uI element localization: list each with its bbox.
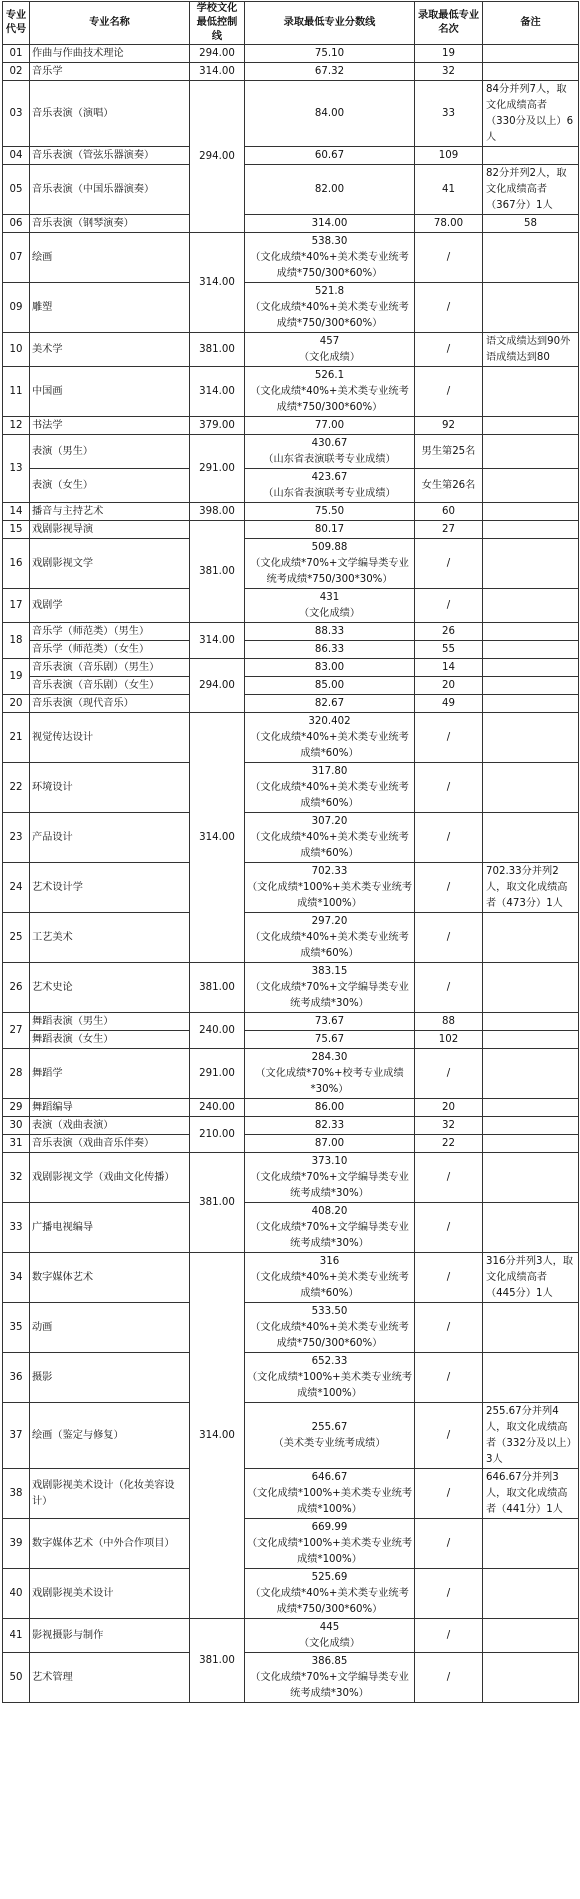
row-name: 数字媒体艺术（中外合作项目） xyxy=(30,1519,190,1569)
row-name: 音乐表演（演唱） xyxy=(30,81,190,147)
table-row xyxy=(3,1253,579,1303)
row-code: 38 xyxy=(3,1469,30,1519)
row-control-line: 314.00 xyxy=(190,623,245,659)
row-name: 音乐表演（现代音乐） xyxy=(30,695,190,713)
row-control-line: 210.00 xyxy=(190,1117,245,1153)
row-score: 646.67 （文化成绩*100%+美术类专业统考成绩*100%） xyxy=(245,1469,415,1519)
table-row xyxy=(3,81,579,147)
row-rank: 男生第25名 xyxy=(415,435,483,469)
header-min-rank: 录取最低专业名次 xyxy=(415,2,483,45)
row-score: 423.67 （山东省表演联考专业成绩） xyxy=(245,469,415,503)
row-rank: / xyxy=(415,913,483,963)
row-code: 26 xyxy=(3,963,30,1013)
row-rank: 41 xyxy=(415,165,483,215)
row-rank: / xyxy=(415,1253,483,1303)
row-remark: 255.67分并列4人，取文化成绩高者（332分及以上）3人 xyxy=(483,1403,579,1469)
row-code: 13 xyxy=(3,435,30,503)
row-rank: 58 xyxy=(483,215,579,233)
row-rank: 19 xyxy=(415,45,483,63)
table-row xyxy=(3,863,579,913)
row-control-line: 240.00 xyxy=(190,1013,245,1049)
row-rank: / xyxy=(415,1153,483,1203)
row-name: 表演（女生） xyxy=(30,469,190,503)
row-control-line: 381.00 xyxy=(190,333,245,367)
row-code: 15 xyxy=(3,521,30,539)
row-score: 82.00 xyxy=(245,165,415,215)
row-code: 14 xyxy=(3,503,30,521)
table-row xyxy=(3,521,579,539)
row-score: 702.33 （文化成绩*100%+美术类专业统考成绩*100%） xyxy=(245,863,415,913)
row-score: 669.99 （文化成绩*100%+美术类专业统考成绩*100%） xyxy=(245,1519,415,1569)
row-remark xyxy=(483,1099,579,1117)
row-remark xyxy=(483,695,579,713)
row-code: 34 xyxy=(3,1253,30,1303)
row-rank: 26 xyxy=(415,623,483,641)
row-remark xyxy=(483,283,579,333)
table-row xyxy=(3,1049,579,1099)
table-row xyxy=(3,1619,579,1653)
row-rank: 92 xyxy=(415,417,483,435)
header-code: 专业代号 xyxy=(3,2,30,45)
row-control-line: 240.00 xyxy=(190,1099,245,1117)
row-code: 36 xyxy=(3,1353,30,1403)
row-remark xyxy=(483,233,579,283)
table-row xyxy=(3,1153,579,1203)
row-score: 509.88 （文化成绩*70%+文学编导类专业统考成绩*750/300*30%） xyxy=(245,539,415,589)
row-rank: / xyxy=(415,763,483,813)
table-row xyxy=(3,63,579,81)
row-score: 533.50 （文化成绩*40%+美术类专业统考成绩*750/300*60%） xyxy=(245,1303,415,1353)
row-control-line: 291.00 xyxy=(190,435,245,503)
row-code: 41 xyxy=(3,1619,30,1653)
row-rank: 32 xyxy=(415,63,483,81)
row-name: 表演（男生） xyxy=(30,435,190,469)
row-score: 457 （文化成绩） xyxy=(245,333,415,367)
row-name: 动画 xyxy=(30,1303,190,1353)
row-code: 04 xyxy=(3,147,30,165)
row-name: 工艺美术 xyxy=(30,913,190,963)
row-name: 音乐表演（音乐剧）（女生） xyxy=(30,677,190,695)
row-rank: / xyxy=(415,589,483,623)
row-remark xyxy=(483,367,579,417)
row-rank: 14 xyxy=(415,659,483,677)
row-remark xyxy=(483,45,579,63)
row-remark xyxy=(483,713,579,763)
table-row xyxy=(3,469,579,503)
row-remark: 语文成绩达到90外语成绩达到80 xyxy=(483,333,579,367)
row-code: 25 xyxy=(3,913,30,963)
table-row xyxy=(3,1653,579,1703)
row-remark xyxy=(483,503,579,521)
table-row xyxy=(3,215,579,233)
row-remark xyxy=(483,1117,579,1135)
row-remark: 702.33分并列2人，取文化成绩高者（473分）1人 xyxy=(483,863,579,913)
row-remark xyxy=(483,641,579,659)
row-remark xyxy=(483,1049,579,1099)
header-control-line: 学校文化最低控制线 xyxy=(190,2,245,45)
table-row xyxy=(3,1117,579,1135)
row-score: 316 （文化成绩*40%+美术类专业统考成绩*60%） xyxy=(245,1253,415,1303)
row-score: 255.67 （美术类专业统考成绩） xyxy=(245,1403,415,1469)
row-code: 37 xyxy=(3,1403,30,1469)
row-score: 85.00 xyxy=(245,677,415,695)
table-row xyxy=(3,659,579,677)
row-remark xyxy=(483,469,579,503)
row-remark: 646.67分并列3人，取文化成绩高者（441分）1人 xyxy=(483,1469,579,1519)
row-control-line: 291.00 xyxy=(190,1049,245,1099)
row-name: 产品设计 xyxy=(30,813,190,863)
row-name: 美术学 xyxy=(30,333,190,367)
row-score: 297.20 （文化成绩*40%+美术类专业统考成绩*60%） xyxy=(245,913,415,963)
table-row xyxy=(3,435,579,469)
header-min-score: 录取最低专业分数线 xyxy=(245,2,415,45)
row-control-line: 381.00 xyxy=(190,963,245,1013)
row-code: 21 xyxy=(3,713,30,763)
row-rank: / xyxy=(415,539,483,589)
row-score: 538.30 （文化成绩*40%+美术类专业统考成绩*750/300*60%） xyxy=(245,233,415,283)
row-rank: 88 xyxy=(415,1013,483,1031)
table-row xyxy=(3,45,579,63)
row-rank: / xyxy=(415,863,483,913)
row-code: 19 xyxy=(3,659,30,695)
table-row xyxy=(3,1569,579,1619)
row-code: 01 xyxy=(3,45,30,63)
row-code: 07 xyxy=(3,233,30,283)
row-score: 445 （文化成绩） xyxy=(245,1619,415,1653)
table-row xyxy=(3,1469,579,1519)
row-score: 431 （文化成绩） xyxy=(245,589,415,623)
table-row xyxy=(3,1013,579,1031)
row-remark xyxy=(483,913,579,963)
row-score: 82.67 xyxy=(245,695,415,713)
table-row xyxy=(3,367,579,417)
row-name: 舞蹈表演（男生） xyxy=(30,1013,190,1031)
row-score: 373.10 （文化成绩*70%+文学编导类专业统考成绩*30%） xyxy=(245,1153,415,1203)
row-remark xyxy=(483,623,579,641)
row-rank: 102 xyxy=(415,1031,483,1049)
row-remark xyxy=(483,1619,579,1653)
row-rank: / xyxy=(415,367,483,417)
row-code: 05 xyxy=(3,165,30,215)
row-remark xyxy=(483,659,579,677)
row-name: 艺术史论 xyxy=(30,963,190,1013)
table-row xyxy=(3,1303,579,1353)
row-name: 戏剧学 xyxy=(30,589,190,623)
row-rank: / xyxy=(415,1403,483,1469)
row-name: 音乐表演（中国乐器演奏） xyxy=(30,165,190,215)
row-rank: / xyxy=(415,333,483,367)
row-name: 音乐学（师范类）（女生） xyxy=(30,641,190,659)
row-name: 播音与主持艺术 xyxy=(30,503,190,521)
row-code: 28 xyxy=(3,1049,30,1099)
row-remark xyxy=(483,1569,579,1619)
row-score: 521.8 （文化成绩*40%+美术类专业统考成绩*750/300*60%） xyxy=(245,283,415,333)
row-rank: 49 xyxy=(415,695,483,713)
row-remark: 84分并列7人，取文化成绩高者（330分及以上）6人 xyxy=(483,81,579,147)
table-row xyxy=(3,283,579,333)
table-row xyxy=(3,165,579,215)
row-rank: 109 xyxy=(415,147,483,165)
row-remark xyxy=(483,417,579,435)
row-name: 舞蹈表演（女生） xyxy=(30,1031,190,1049)
row-name: 视觉传达设计 xyxy=(30,713,190,763)
row-rank: / xyxy=(415,283,483,333)
row-code: 33 xyxy=(3,1203,30,1253)
row-name: 绘画（鉴定与修复） xyxy=(30,1403,190,1469)
row-control-line: 381.00 xyxy=(190,1619,245,1703)
table-row xyxy=(3,147,579,165)
row-code: 30 xyxy=(3,1117,30,1135)
row-rank: 22 xyxy=(415,1135,483,1153)
row-control-line: 379.00 xyxy=(190,417,245,435)
row-rank: / xyxy=(415,713,483,763)
row-name: 舞蹈编导 xyxy=(30,1099,190,1117)
row-score: 430.67 （山东省表演联考专业成绩） xyxy=(245,435,415,469)
row-score: 84.00 xyxy=(245,81,415,147)
row-name: 音乐表演（管弦乐器演奏） xyxy=(30,147,190,165)
row-rank: 55 xyxy=(415,641,483,659)
row-score: 525.69 （文化成绩*40%+美术类专业统考成绩*750/300*60%） xyxy=(245,1569,415,1619)
row-remark xyxy=(483,1013,579,1031)
row-code: 17 xyxy=(3,589,30,623)
row-rank: 60 xyxy=(415,503,483,521)
row-rank: 女生第26名 xyxy=(415,469,483,503)
row-rank: / xyxy=(415,1619,483,1653)
row-name: 音乐表演（音乐剧）（男生） xyxy=(30,659,190,677)
row-rank: / xyxy=(415,1469,483,1519)
row-score: 317.80 （文化成绩*40%+美术类专业统考成绩*60%） xyxy=(245,763,415,813)
table-row xyxy=(3,1031,579,1049)
row-score: 320.402 （文化成绩*40%+美术类专业统考成绩*60%） xyxy=(245,713,415,763)
row-name: 书法学 xyxy=(30,417,190,435)
table-row xyxy=(3,763,579,813)
row-score: 77.00 xyxy=(245,417,415,435)
row-score: 86.00 xyxy=(245,1099,415,1117)
table-row xyxy=(3,1519,579,1569)
row-rank: 33 xyxy=(415,81,483,147)
header-remark: 备注 xyxy=(483,2,579,45)
row-remark xyxy=(483,521,579,539)
row-code: 29 xyxy=(3,1099,30,1117)
row-remark xyxy=(483,1153,579,1203)
row-remark xyxy=(483,813,579,863)
row-code: 10 xyxy=(3,333,30,367)
row-code: 50 xyxy=(3,1653,30,1703)
row-score: 86.33 xyxy=(245,641,415,659)
row-code: 23 xyxy=(3,813,30,863)
row-code: 11 xyxy=(3,367,30,417)
row-score: 408.20 （文化成绩*70%+文学编导类专业统考成绩*30%） xyxy=(245,1203,415,1253)
row-rank: / xyxy=(415,963,483,1013)
row-name: 影视摄影与制作 xyxy=(30,1619,190,1653)
row-score: 73.67 xyxy=(245,1013,415,1031)
row-score: 82.33 xyxy=(245,1117,415,1135)
row-code: 35 xyxy=(3,1303,30,1353)
row-control-line: 314.00 xyxy=(190,63,245,81)
row-code: 22 xyxy=(3,763,30,813)
row-code: 18 xyxy=(3,623,30,659)
row-rank: / xyxy=(415,813,483,863)
row-score: 88.33 xyxy=(245,623,415,641)
table-row xyxy=(3,623,579,641)
row-name: 环境设计 xyxy=(30,763,190,813)
row-remark xyxy=(483,1203,579,1253)
table-row xyxy=(3,503,579,521)
row-name: 绘画 xyxy=(30,233,190,283)
row-code: 31 xyxy=(3,1135,30,1153)
row-rank: / xyxy=(415,1303,483,1353)
row-remark xyxy=(483,763,579,813)
table-row xyxy=(3,333,579,367)
row-name: 舞蹈学 xyxy=(30,1049,190,1099)
row-rank: / xyxy=(415,1653,483,1703)
row-code: 12 xyxy=(3,417,30,435)
row-remark xyxy=(483,435,579,469)
row-code: 40 xyxy=(3,1569,30,1619)
header-name: 专业名称 xyxy=(30,2,190,45)
row-control-line: 294.00 xyxy=(190,659,245,713)
row-control-line: 294.00 xyxy=(190,81,245,233)
row-score: 75.50 xyxy=(245,503,415,521)
row-score: 386.85 （文化成绩*70%+文学编导类专业统考成绩*30%） xyxy=(245,1653,415,1703)
table-row xyxy=(3,913,579,963)
row-code: 32 xyxy=(3,1153,30,1203)
row-remark xyxy=(483,589,579,623)
row-remark xyxy=(483,963,579,1013)
row-code: 20 xyxy=(3,695,30,713)
table-row xyxy=(3,233,579,283)
row-name: 艺术管理 xyxy=(30,1653,190,1703)
table-row xyxy=(3,813,579,863)
row-score: 60.67 xyxy=(245,147,415,165)
row-remark xyxy=(483,1031,579,1049)
row-rank: 27 xyxy=(415,521,483,539)
row-score: 67.32 xyxy=(245,63,415,81)
row-score: 652.33 （文化成绩*100%+美术类专业统考成绩*100%） xyxy=(245,1353,415,1403)
table-row xyxy=(3,1403,579,1469)
row-name: 戏剧影视文学 xyxy=(30,539,190,589)
row-control-line: 314.00 xyxy=(190,367,245,417)
table-row xyxy=(3,1203,579,1253)
row-name: 广播电视编导 xyxy=(30,1203,190,1253)
table-row xyxy=(3,1135,579,1153)
row-remark xyxy=(483,677,579,695)
row-score: 526.1 （文化成绩*40%+美术类专业统考成绩*750/300*60%） xyxy=(245,367,415,417)
row-control-line: 314.00 xyxy=(190,1253,245,1619)
table-row xyxy=(3,963,579,1013)
row-score: 75.10 xyxy=(245,45,415,63)
row-score: 83.00 xyxy=(245,659,415,677)
table-row xyxy=(3,589,579,623)
table-row xyxy=(3,1099,579,1117)
table-row xyxy=(3,417,579,435)
row-score: 78.00 xyxy=(415,215,483,233)
row-name: 音乐学（师范类）（男生） xyxy=(30,623,190,641)
row-code: 09 xyxy=(3,283,30,333)
table-row xyxy=(3,1353,579,1403)
row-remark xyxy=(483,1653,579,1703)
row-control-line: 314.00 xyxy=(190,233,245,333)
header-row xyxy=(3,2,579,45)
row-score: 307.20 （文化成绩*40%+美术类专业统考成绩*60%） xyxy=(245,813,415,863)
admission-table xyxy=(2,1,579,1703)
row-remark xyxy=(483,1303,579,1353)
table-row xyxy=(3,713,579,763)
row-name: 戏剧影视导演 xyxy=(30,521,190,539)
row-rank: 20 xyxy=(415,677,483,695)
row-code: 27 xyxy=(3,1013,30,1049)
row-score: 87.00 xyxy=(245,1135,415,1153)
row-name: 中国画 xyxy=(30,367,190,417)
row-score: 284.30 （文化成绩*70%+校考专业成绩*30%） xyxy=(245,1049,415,1099)
row-remark xyxy=(483,539,579,589)
table-row xyxy=(3,641,579,659)
row-control-line: 381.00 xyxy=(190,1153,245,1253)
table-row xyxy=(3,539,579,589)
table-row xyxy=(3,695,579,713)
row-code: 03 xyxy=(3,81,30,147)
row-rank: / xyxy=(415,1569,483,1619)
row-rank: 32 xyxy=(415,1117,483,1135)
row-control-line: 314.00 xyxy=(245,215,415,233)
row-code: 39 xyxy=(3,1519,30,1569)
row-control-line: 314.00 xyxy=(190,713,245,963)
row-remark xyxy=(483,1519,579,1569)
row-name: 艺术设计学 xyxy=(30,863,190,913)
row-remark: 82分并列2人，取文化成绩高者（367分）1人 xyxy=(483,165,579,215)
row-rank: 20 xyxy=(415,1099,483,1117)
row-control-line: 381.00 xyxy=(190,521,245,623)
row-name: 戏剧影视文学（戏曲文化传播） xyxy=(30,1153,190,1203)
row-control-line: 398.00 xyxy=(190,503,245,521)
row-name: 戏剧影视美术设计（化妆美容设计） xyxy=(30,1469,190,1519)
row-name: 作曲与作曲技术理论 xyxy=(30,45,190,63)
row-name: 摄影 xyxy=(30,1353,190,1403)
row-remark xyxy=(483,63,579,81)
row-code: 16 xyxy=(3,539,30,589)
row-rank: / xyxy=(415,1519,483,1569)
row-name: 数字媒体艺术 xyxy=(30,1253,190,1303)
row-name: 音乐表演（戏曲音乐伴奏） xyxy=(30,1135,190,1153)
row-score: 383.15 （文化成绩*70%+文学编导类专业统考成绩*30%） xyxy=(245,963,415,1013)
row-name: 雕塑 xyxy=(30,283,190,333)
row-remark xyxy=(483,1353,579,1403)
row-name: 音乐表演（钢琴演奏） xyxy=(30,215,190,233)
row-name: 音乐学 xyxy=(30,63,190,81)
row-name: 戏剧影视美术设计 xyxy=(30,1569,190,1619)
row-remark xyxy=(483,147,579,165)
row-rank: / xyxy=(415,1203,483,1253)
row-rank: / xyxy=(415,1353,483,1403)
row-control-line: 294.00 xyxy=(190,45,245,63)
row-remark: 316分并列3人，取文化成绩高者（445分）1人 xyxy=(483,1253,579,1303)
row-remark xyxy=(483,1135,579,1153)
row-rank: / xyxy=(415,233,483,283)
table-row xyxy=(3,677,579,695)
row-score: 75.67 xyxy=(245,1031,415,1049)
row-name: 表演（戏曲表演） xyxy=(30,1117,190,1135)
row-rank: / xyxy=(415,1049,483,1099)
row-score: 80.17 xyxy=(245,521,415,539)
row-code: 06 xyxy=(3,215,30,233)
row-code: 24 xyxy=(3,863,30,913)
row-code: 02 xyxy=(3,63,30,81)
